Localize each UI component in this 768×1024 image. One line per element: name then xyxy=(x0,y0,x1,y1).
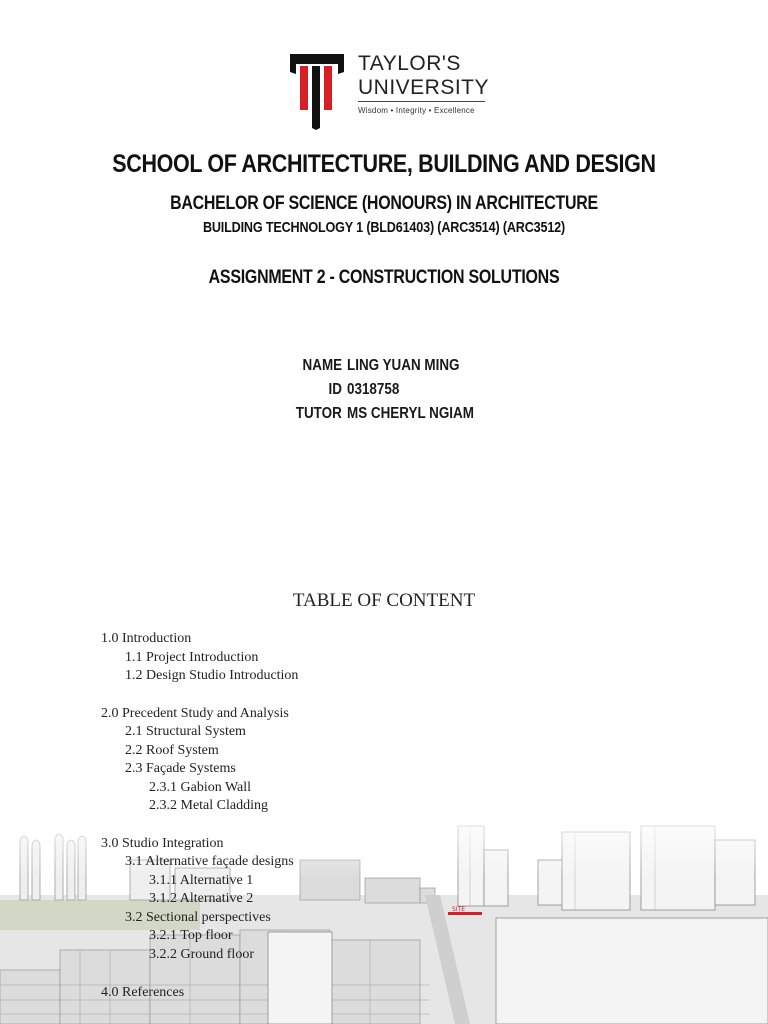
student-id-label: ID xyxy=(328,381,342,398)
toc-item: 2.3 Façade Systems xyxy=(125,761,236,776)
toc-item: 3.2.1 Top floor xyxy=(149,928,233,943)
school-title: SCHOOL OF ARCHITECTURE, BUILDING AND DESIGN xyxy=(112,150,656,178)
toc-item: 3.1.2 Alternative 2 xyxy=(149,891,254,906)
toc-item: 2.1 Structural System xyxy=(125,724,246,739)
student-name-value: LING YUAN MING xyxy=(347,357,460,374)
student-id-value: 0318758 xyxy=(347,381,400,398)
toc-item: 2.3.2 Metal Cladding xyxy=(149,798,268,813)
programme-title: BACHELOR OF SCIENCE (HONOURS) IN ARCHITECTURE xyxy=(170,193,598,214)
toc-item: 3.1 Alternative façade designs xyxy=(125,854,294,869)
university-name-line1: TAYLOR'S xyxy=(358,52,461,75)
university-motto: Wisdom • Integrity • Excellence xyxy=(358,106,475,115)
module-title: BUILDING TECHNOLOGY 1 (BLD61403) (ARC3514) (ARC3512) xyxy=(202,219,566,236)
university-crest-icon xyxy=(288,52,350,130)
toc-item: 3.0 Studio Integration xyxy=(101,836,224,851)
student-id-row xyxy=(250,381,510,405)
toc-title: TABLE OF CONTENT xyxy=(292,590,476,611)
toc-item: 2.2 Roof System xyxy=(125,743,219,758)
student-name-label: NAME xyxy=(302,357,342,374)
toc-item: 3.1.1 Alternative 1 xyxy=(149,873,254,888)
tutor-row xyxy=(250,405,510,429)
toc-item: 2.3.1 Gabion Wall xyxy=(149,780,252,795)
toc-item: 2.0 Precedent Study and Analysis xyxy=(101,706,289,721)
university-name xyxy=(358,52,489,100)
tutor-label: TUTOR xyxy=(295,405,342,422)
university-logo xyxy=(288,52,498,132)
toc-item: 1.1 Project Introduction xyxy=(125,650,259,665)
logo-divider xyxy=(358,101,485,102)
student-name-row xyxy=(250,357,510,381)
university-name-line2: UNIVERSITY xyxy=(358,76,490,99)
toc-item: 4.0 References xyxy=(101,985,185,1000)
toc-item: 3.2.2 Ground floor xyxy=(149,947,254,962)
assignment-title: ASSIGNMENT 2 - CONSTRUCTION SOLUTIONS xyxy=(208,267,560,288)
toc-item: 1.2 Design Studio Introduction xyxy=(125,668,299,683)
toc-item: 3.2 Sectional perspectives xyxy=(125,910,271,925)
student-info xyxy=(250,357,510,429)
toc-item: 1.0 Introduction xyxy=(101,631,192,646)
tutor-value: MS CHERYL NGIAM xyxy=(347,405,474,422)
